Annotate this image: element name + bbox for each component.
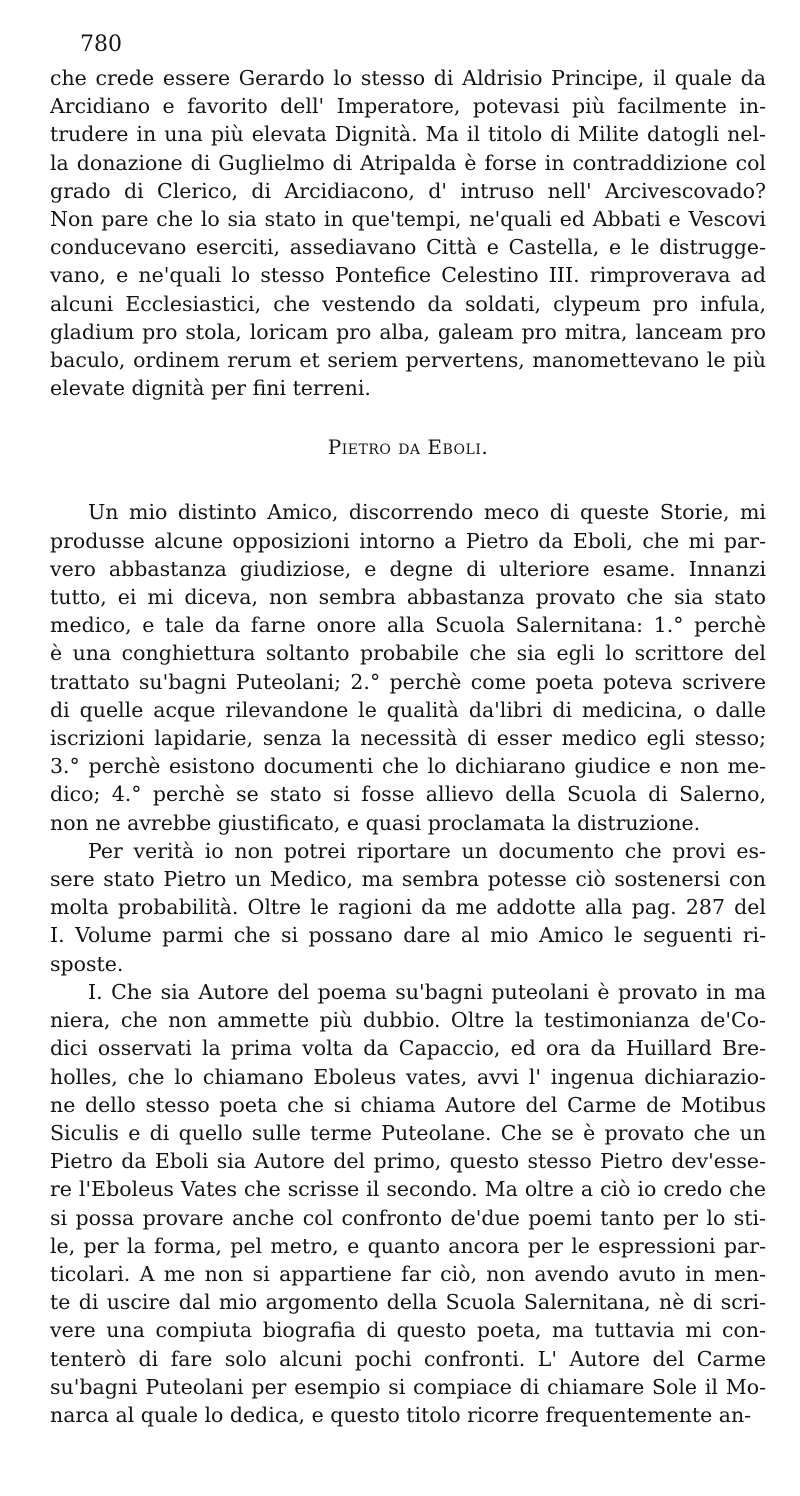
text-line: dico; 4.° perchè se stato si fosse allievo della Scuola di Salerno, <box>50 782 766 807</box>
text-line: alcuni Ecclesiastici, che vestendo da soldati, clypeum pro infula, <box>50 291 766 316</box>
text-line: su'bagni Puteolani per esempio si compiace di chiamare Sole il Mo- <box>50 1374 766 1399</box>
text-line: narca al quale lo dedica, e questo titolo ricorre frequentemente an- <box>50 1402 752 1427</box>
text-line: vere una compiuta biografia di questo poeta, ma tuttavia mi con- <box>50 1318 766 1343</box>
text-line: sere stato Pietro un Medico, ma sembra potesse ciò sostenersi con <box>50 867 766 892</box>
text-line: ne dello stesso poeta che si chiama Autore del Carme de Motibus <box>50 1092 766 1117</box>
page-number: 780 <box>80 32 122 57</box>
text-line: sposte. <box>50 951 124 976</box>
text-line: elevate dignità per fini terreni. <box>50 376 371 401</box>
text-line: è una conghiettura soltanto probabile che sia egli lo scrittore del <box>50 641 766 666</box>
text-line: holles, che lo chiamano Eboleus vates, avvi l' ingenua dichiarazio- <box>50 1064 766 1089</box>
text-line: ticolari. A me non si appartiene far ciò, non avendo avuto in men- <box>50 1261 766 1286</box>
paragraph-1 <box>50 64 766 402</box>
text-line: molta probabilità. Oltre le ragioni da me addotte alla pag. 287 del <box>50 895 766 920</box>
text-line: I. Che sia Autore del poema su'bagni puteolani è provato in ma <box>88 979 766 1004</box>
text-line: iscrizioni lapidarie, senza la necessità di esser medico egli stesso; <box>50 726 766 751</box>
text-line: tutto, ei mi diceva, non sembra abbastanza provato che sia stato <box>50 585 766 610</box>
text-line: Arcidiano e favorito dell' Imperatore, potevasi più facilmente in- <box>50 94 766 119</box>
text-line: Siculis e di quello sulle terme Puteolane. Che se è provato che un <box>50 1120 766 1145</box>
text-line: medico, e tale da farne onore alla Scuola Salernitana: 1.° perchè <box>50 613 766 638</box>
paragraph-3 <box>50 837 766 978</box>
text-line: di quelle acque rilevandone le qualità da'libri di medicina, o dalle <box>50 697 766 722</box>
text-line: te di uscire dal mio argomento della Scuola Salernitana, nè di scri- <box>50 1290 766 1315</box>
text-line: I. Volume parmi che si possano dare al mio Amico le seguenti ri- <box>50 923 766 948</box>
text-line: si possa provare anche col confronto de'due poemi tanto per lo sti- <box>50 1205 766 1230</box>
text-line: la donazione di Guglielmo di Atripalda è forse in contraddizione col <box>50 150 766 175</box>
text-line: Non pare che lo sia stato in que'tempi, ne'quali ed Abbati e Vescovi <box>50 207 766 232</box>
text-line: conducevano eserciti, assediavano Città e Castella, e le distrugge- <box>50 235 766 260</box>
paragraph-4 <box>50 978 766 1429</box>
text-line: non ne avrebbe giustificato, e quasi proclamata la distruzione. <box>50 810 701 835</box>
text-line: dici osservati la prima volta da Capaccio, ed ora da Huillard Bre- <box>50 1036 766 1061</box>
text-line: trattato su'bagni Puteolani; 2.° perchè come poeta poteva scrivere <box>50 669 766 694</box>
text-line: baculo, ordinem rerum et seriem pervertens, manomettevano le più <box>50 348 766 373</box>
text-line: vano, e ne'quali lo stesso Pontefice Celestino III. rimproverava ad <box>50 263 766 288</box>
text-line: 3.° perchè esistono documenti che lo dichiarano giudice e non me- <box>50 754 766 779</box>
text-line: le, per la forma, pel metro, e quanto ancora per le espressioni par- <box>50 1233 766 1258</box>
text-line: gladium pro stola, loricam pro alba, galeam pro mitra, lanceam pro <box>50 319 766 344</box>
text-line: vero abbastanza giudiziose, e degne di ulteriore esame. Innanzi <box>50 556 766 581</box>
text-line: trudere in una più elevata Dignità. Ma il titolo di Milite datogli nel- <box>50 122 766 147</box>
text-line: produsse alcune opposizioni intorno a Pietro da Eboli, che mi par- <box>50 528 766 553</box>
paragraph-2 <box>50 498 766 836</box>
text-line: niera, che non ammette più dubbio. Oltre la testimonianza de'Co- <box>50 1008 766 1033</box>
text-line: Per verità io non potrei riportare un documento che provi es- <box>88 838 766 863</box>
text-line: che crede essere Gerardo lo stesso di Aldrisio Principe, il quale da <box>50 66 766 90</box>
text-line: tenterò di fare solo alcuni pochi confronti. L' Autore del Carme <box>50 1346 766 1371</box>
text-line: Un mio distinto Amico, discorrendo meco di queste Storie, mi <box>88 500 766 525</box>
text-line: Pietro da Eboli sia Autore del primo, questo stesso Pietro dev'esse- <box>50 1149 766 1174</box>
text-line: grado di Clerico, di Arcidiacono, d' intruso nell' Arcivescovado? <box>50 178 766 203</box>
section-heading: Pietro da Eboli. <box>327 435 489 460</box>
text-line: re l'Eboleus Vates che scrisse il secondo. Ma oltre a ciò io credo che <box>50 1177 766 1202</box>
